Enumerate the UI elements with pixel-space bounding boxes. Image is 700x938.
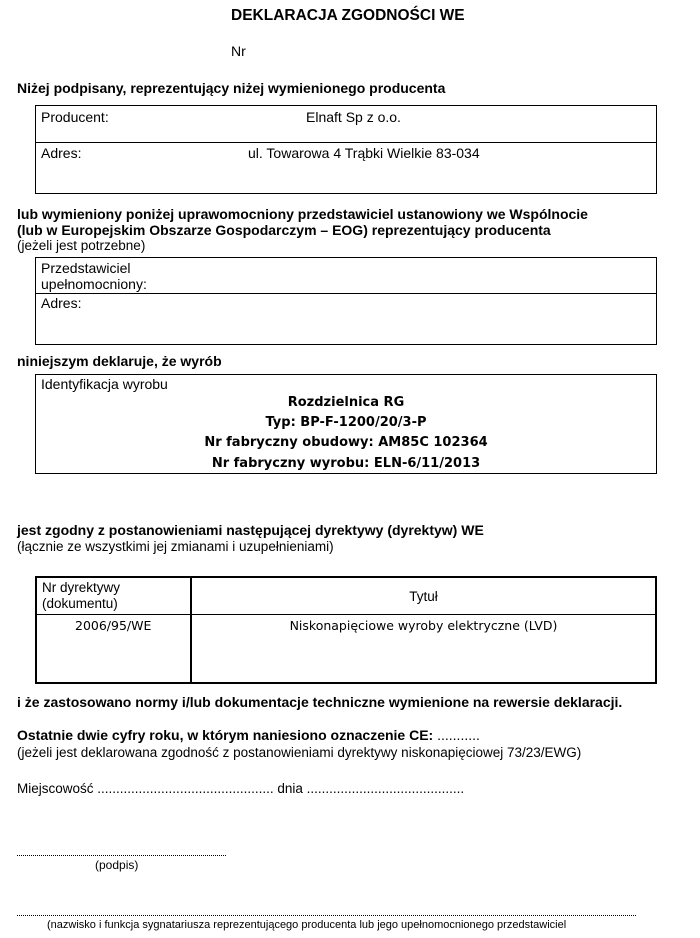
product-line-3: Nr fabryczny obudowy: AM85C 102364: [204, 435, 488, 450]
signature-line: [17, 855, 226, 856]
norms-statement: i że zastosowano normy i/lub dokumentacje techniczne wymienione na rewersie deklaracji.: [17, 694, 623, 710]
place-dots: ...............................................: [97, 781, 274, 796]
place-label: Miejscowość: [17, 781, 94, 796]
table-header-title: Tytuł: [409, 589, 438, 604]
signatory-caption: (nazwisko i funkcja sygnatariusza reprezentującego producenta lub jego upełnomocnionego przedstawiciel: [47, 919, 567, 931]
ce-mark-dots: ...........: [433, 727, 480, 743]
producer-section-heading: Niżej podpisany, reprezentujący niżej wymienionego producenta: [17, 80, 446, 96]
table-header-number-line1: Nr dyrektywy: [42, 580, 121, 595]
product-line-2: Typ: BP-F-1200/20/3-P: [265, 415, 427, 430]
ce-mark-label: Ostatnie dwie cyfry roku, w którym naniesiono oznaczenie CE:: [17, 727, 434, 743]
directive-section-note: (łącznie ze wszystkimi jej zmianami i uzupełnieniami): [17, 539, 334, 554]
representative-address-label: Adres:: [41, 295, 82, 311]
product-line-1: Rozdzielnica RG: [287, 395, 405, 410]
representative-note: (jeżeli jest potrzebne): [17, 238, 146, 253]
representative-label-line2: upełnomocniony:: [41, 276, 147, 292]
signature-caption: (podpis): [95, 858, 139, 872]
producer-address-value: ul. Towarowa 4 Trąbki Wielkie 83-034: [248, 145, 480, 161]
product-identification-label: Identyfikacja wyrobu: [41, 376, 168, 392]
divider: [36, 293, 656, 294]
table-header-number-line2: (dokumentu): [42, 596, 118, 611]
table-row-title: Niskonapięciowe wyroby elektryczne (LVD): [289, 618, 558, 633]
table-row-number: 2006/95/WE: [75, 618, 152, 633]
product-line-4: Nr fabryczny wyrobu: ELN-6/11/2013: [211, 456, 481, 471]
product-section-heading: niniejszym deklaruje, że wyrób: [17, 353, 222, 369]
producer-address-label: Adres:: [41, 145, 82, 161]
representative-label-line1: Przedstawiciel: [41, 260, 131, 276]
producer-value: Elnaft Sp z o.o.: [306, 109, 401, 125]
representative-heading-line1: lub wymieniony poniżej uprawomocniony przedstawiciel ustanowiony we Wspólnocie: [17, 206, 588, 222]
divider: [36, 142, 656, 143]
directive-section-heading: jest zgodny z postanowieniami następującej dyrektywy (dyrektyw) WE: [17, 522, 484, 538]
producer-label: Producent:: [41, 109, 109, 125]
ce-mark-line: [17, 727, 480, 743]
representative-heading-line2: (lub w Europejskim Obszarze Gospodarczym – EOG) reprezentujący producenta: [17, 222, 551, 238]
date-label: dnia: [277, 781, 303, 796]
date-dots: ..........................................: [306, 781, 465, 796]
document-title: DEKLARACJA ZGODNOŚCI WE: [231, 7, 465, 24]
place-date-line: [17, 781, 464, 796]
table-header-divider: [37, 614, 655, 615]
ce-mark-note: (jeżeli jest deklarowana zgodność z postanowieniami dyrektywy niskonapięciowej 73/23/EWG): [17, 745, 582, 760]
number-label: Nr: [231, 43, 246, 59]
signatory-line: [17, 915, 636, 916]
